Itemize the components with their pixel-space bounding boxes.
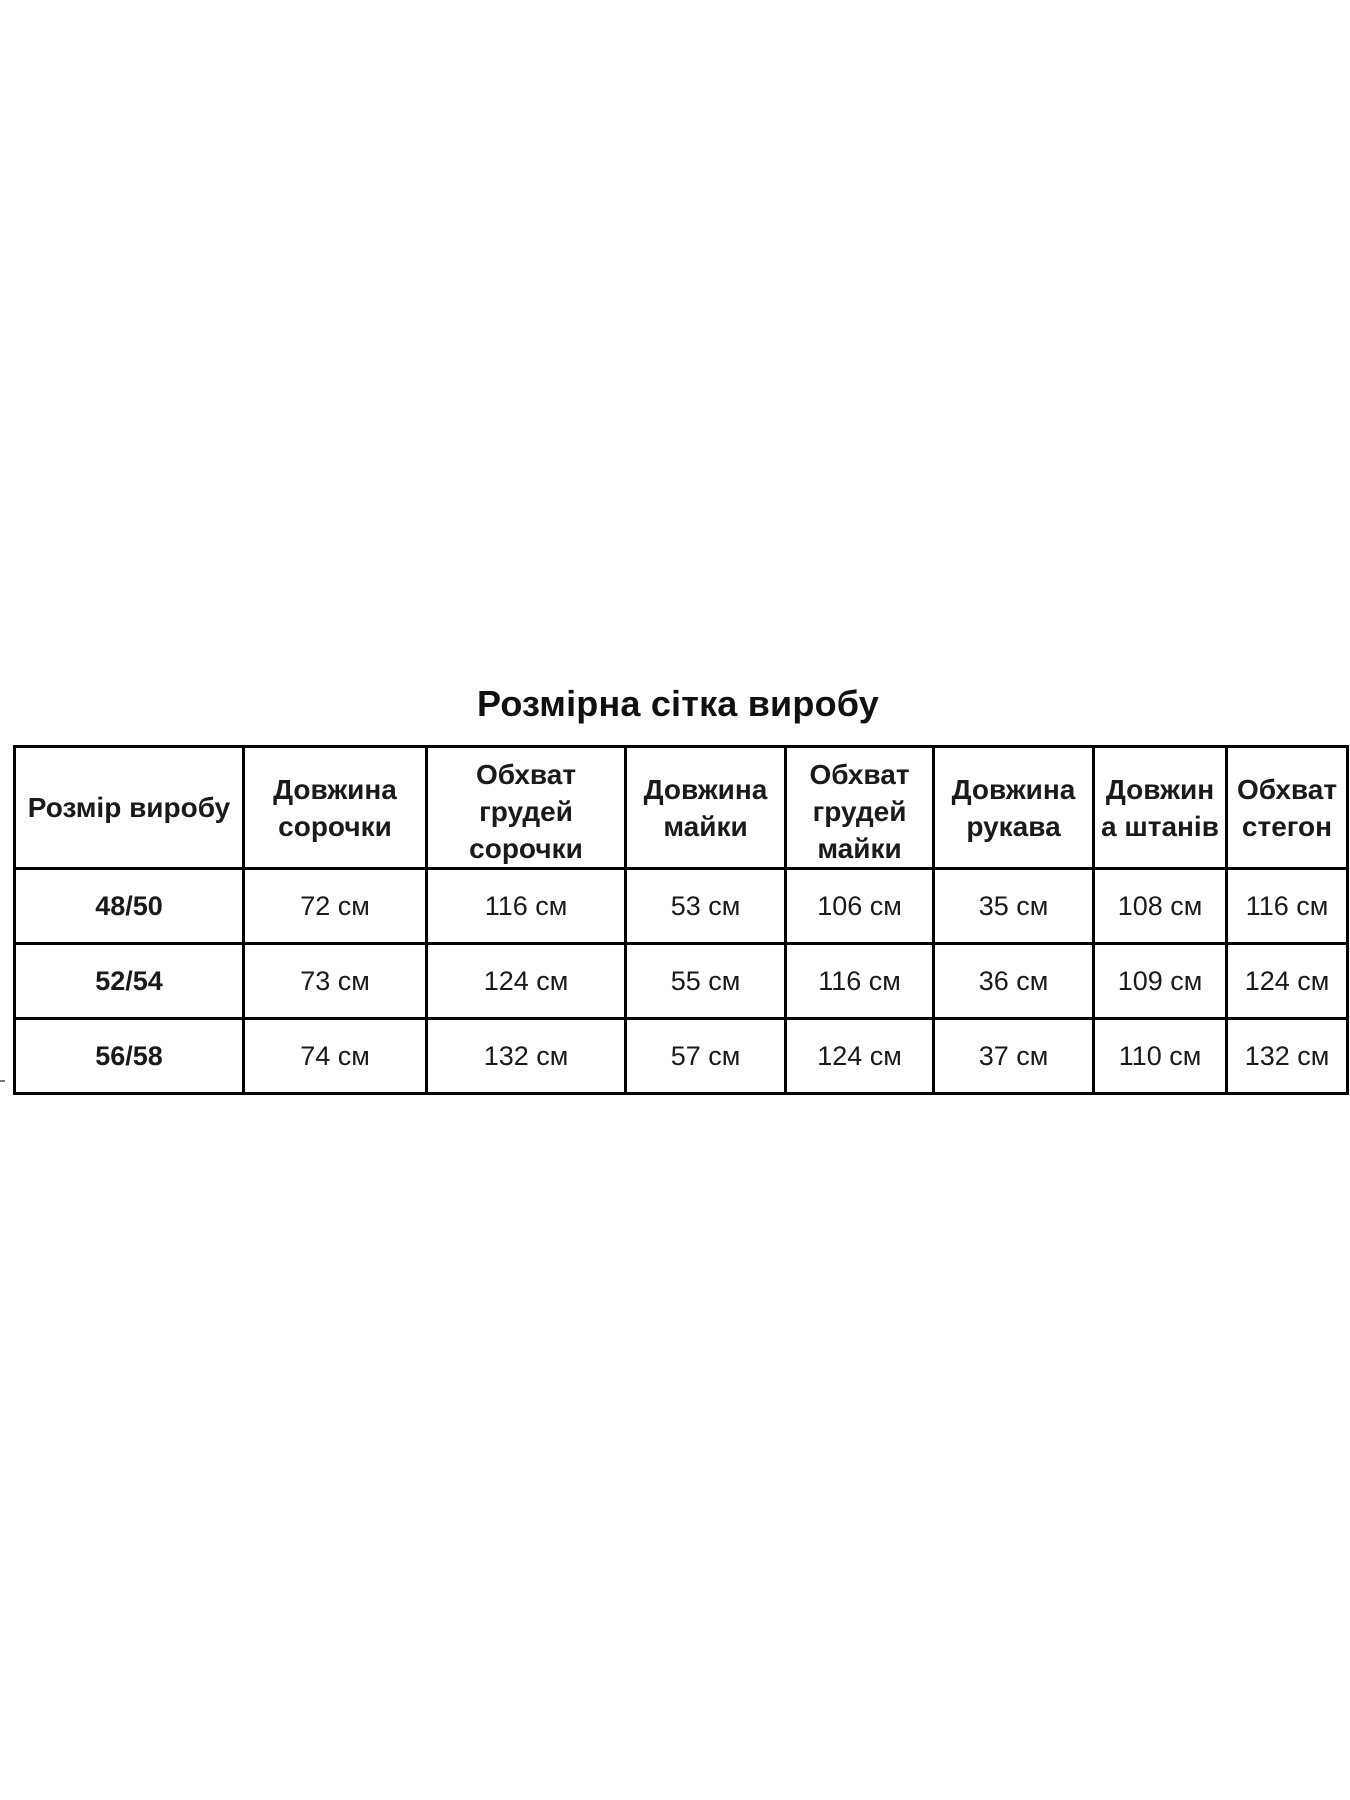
table-cell: 124 см bbox=[427, 944, 626, 1019]
table-cell: 72 см bbox=[244, 869, 427, 944]
header-shirt-length bbox=[244, 747, 427, 869]
header-shirt-chest bbox=[427, 747, 626, 869]
header-label: Розмір виробу bbox=[27, 792, 231, 823]
header-hip-girth bbox=[1227, 747, 1348, 869]
header-pants-length bbox=[1094, 747, 1227, 869]
header-label: Довжин а штанів bbox=[1101, 773, 1219, 842]
table-cell: 36 см bbox=[934, 944, 1094, 1019]
table-cell: 110 см bbox=[1094, 1019, 1227, 1094]
table-cell: 108 см bbox=[1094, 869, 1227, 944]
page-title: Розмірна сітка виробу bbox=[477, 683, 879, 724]
table-cell: 132 см bbox=[1227, 1019, 1348, 1094]
size-chart-table bbox=[13, 745, 1349, 1095]
table-cell: 106 см bbox=[786, 869, 934, 944]
table-row bbox=[15, 1019, 1348, 1094]
table-cell: 116 см bbox=[1227, 869, 1348, 944]
table-row bbox=[15, 944, 1348, 1019]
header-size bbox=[15, 747, 244, 869]
table-header-row bbox=[15, 747, 1348, 869]
header-label: Довжина рукава bbox=[951, 773, 1076, 842]
header-sleeve-length bbox=[934, 747, 1094, 869]
table-cell: 35 см bbox=[934, 869, 1094, 944]
table-cell: 74 см bbox=[244, 1019, 427, 1094]
table-cell: 55 см bbox=[626, 944, 786, 1019]
table-cell: 57 см bbox=[626, 1019, 786, 1094]
table-cell: 73 см bbox=[244, 944, 427, 1019]
table-row bbox=[15, 869, 1348, 944]
edge-mark bbox=[0, 1080, 5, 1082]
table-cell: 124 см bbox=[1227, 944, 1348, 1019]
table-cell: 37 см bbox=[934, 1019, 1094, 1094]
header-label: Обхват грудей майки bbox=[809, 759, 910, 864]
table-cell-size: 52/54 bbox=[15, 944, 244, 1019]
table-cell: 132 см bbox=[427, 1019, 626, 1094]
table-cell-size: 48/50 bbox=[15, 869, 244, 944]
header-label: Довжина майки bbox=[643, 773, 768, 842]
header-tank-chest bbox=[786, 747, 934, 869]
table-cell: 109 см bbox=[1094, 944, 1227, 1019]
header-label: Обхват грудей сорочки bbox=[469, 759, 583, 864]
table-cell: 116 см bbox=[786, 944, 934, 1019]
table-cell: 124 см bbox=[786, 1019, 934, 1094]
table-cell: 116 см bbox=[427, 869, 626, 944]
table-cell-size: 56/58 bbox=[15, 1019, 244, 1094]
table-cell: 53 см bbox=[626, 869, 786, 944]
header-label: Довжина сорочки bbox=[273, 773, 397, 842]
header-label: Обхват стегон bbox=[1236, 773, 1338, 842]
header-tank-length bbox=[626, 747, 786, 869]
